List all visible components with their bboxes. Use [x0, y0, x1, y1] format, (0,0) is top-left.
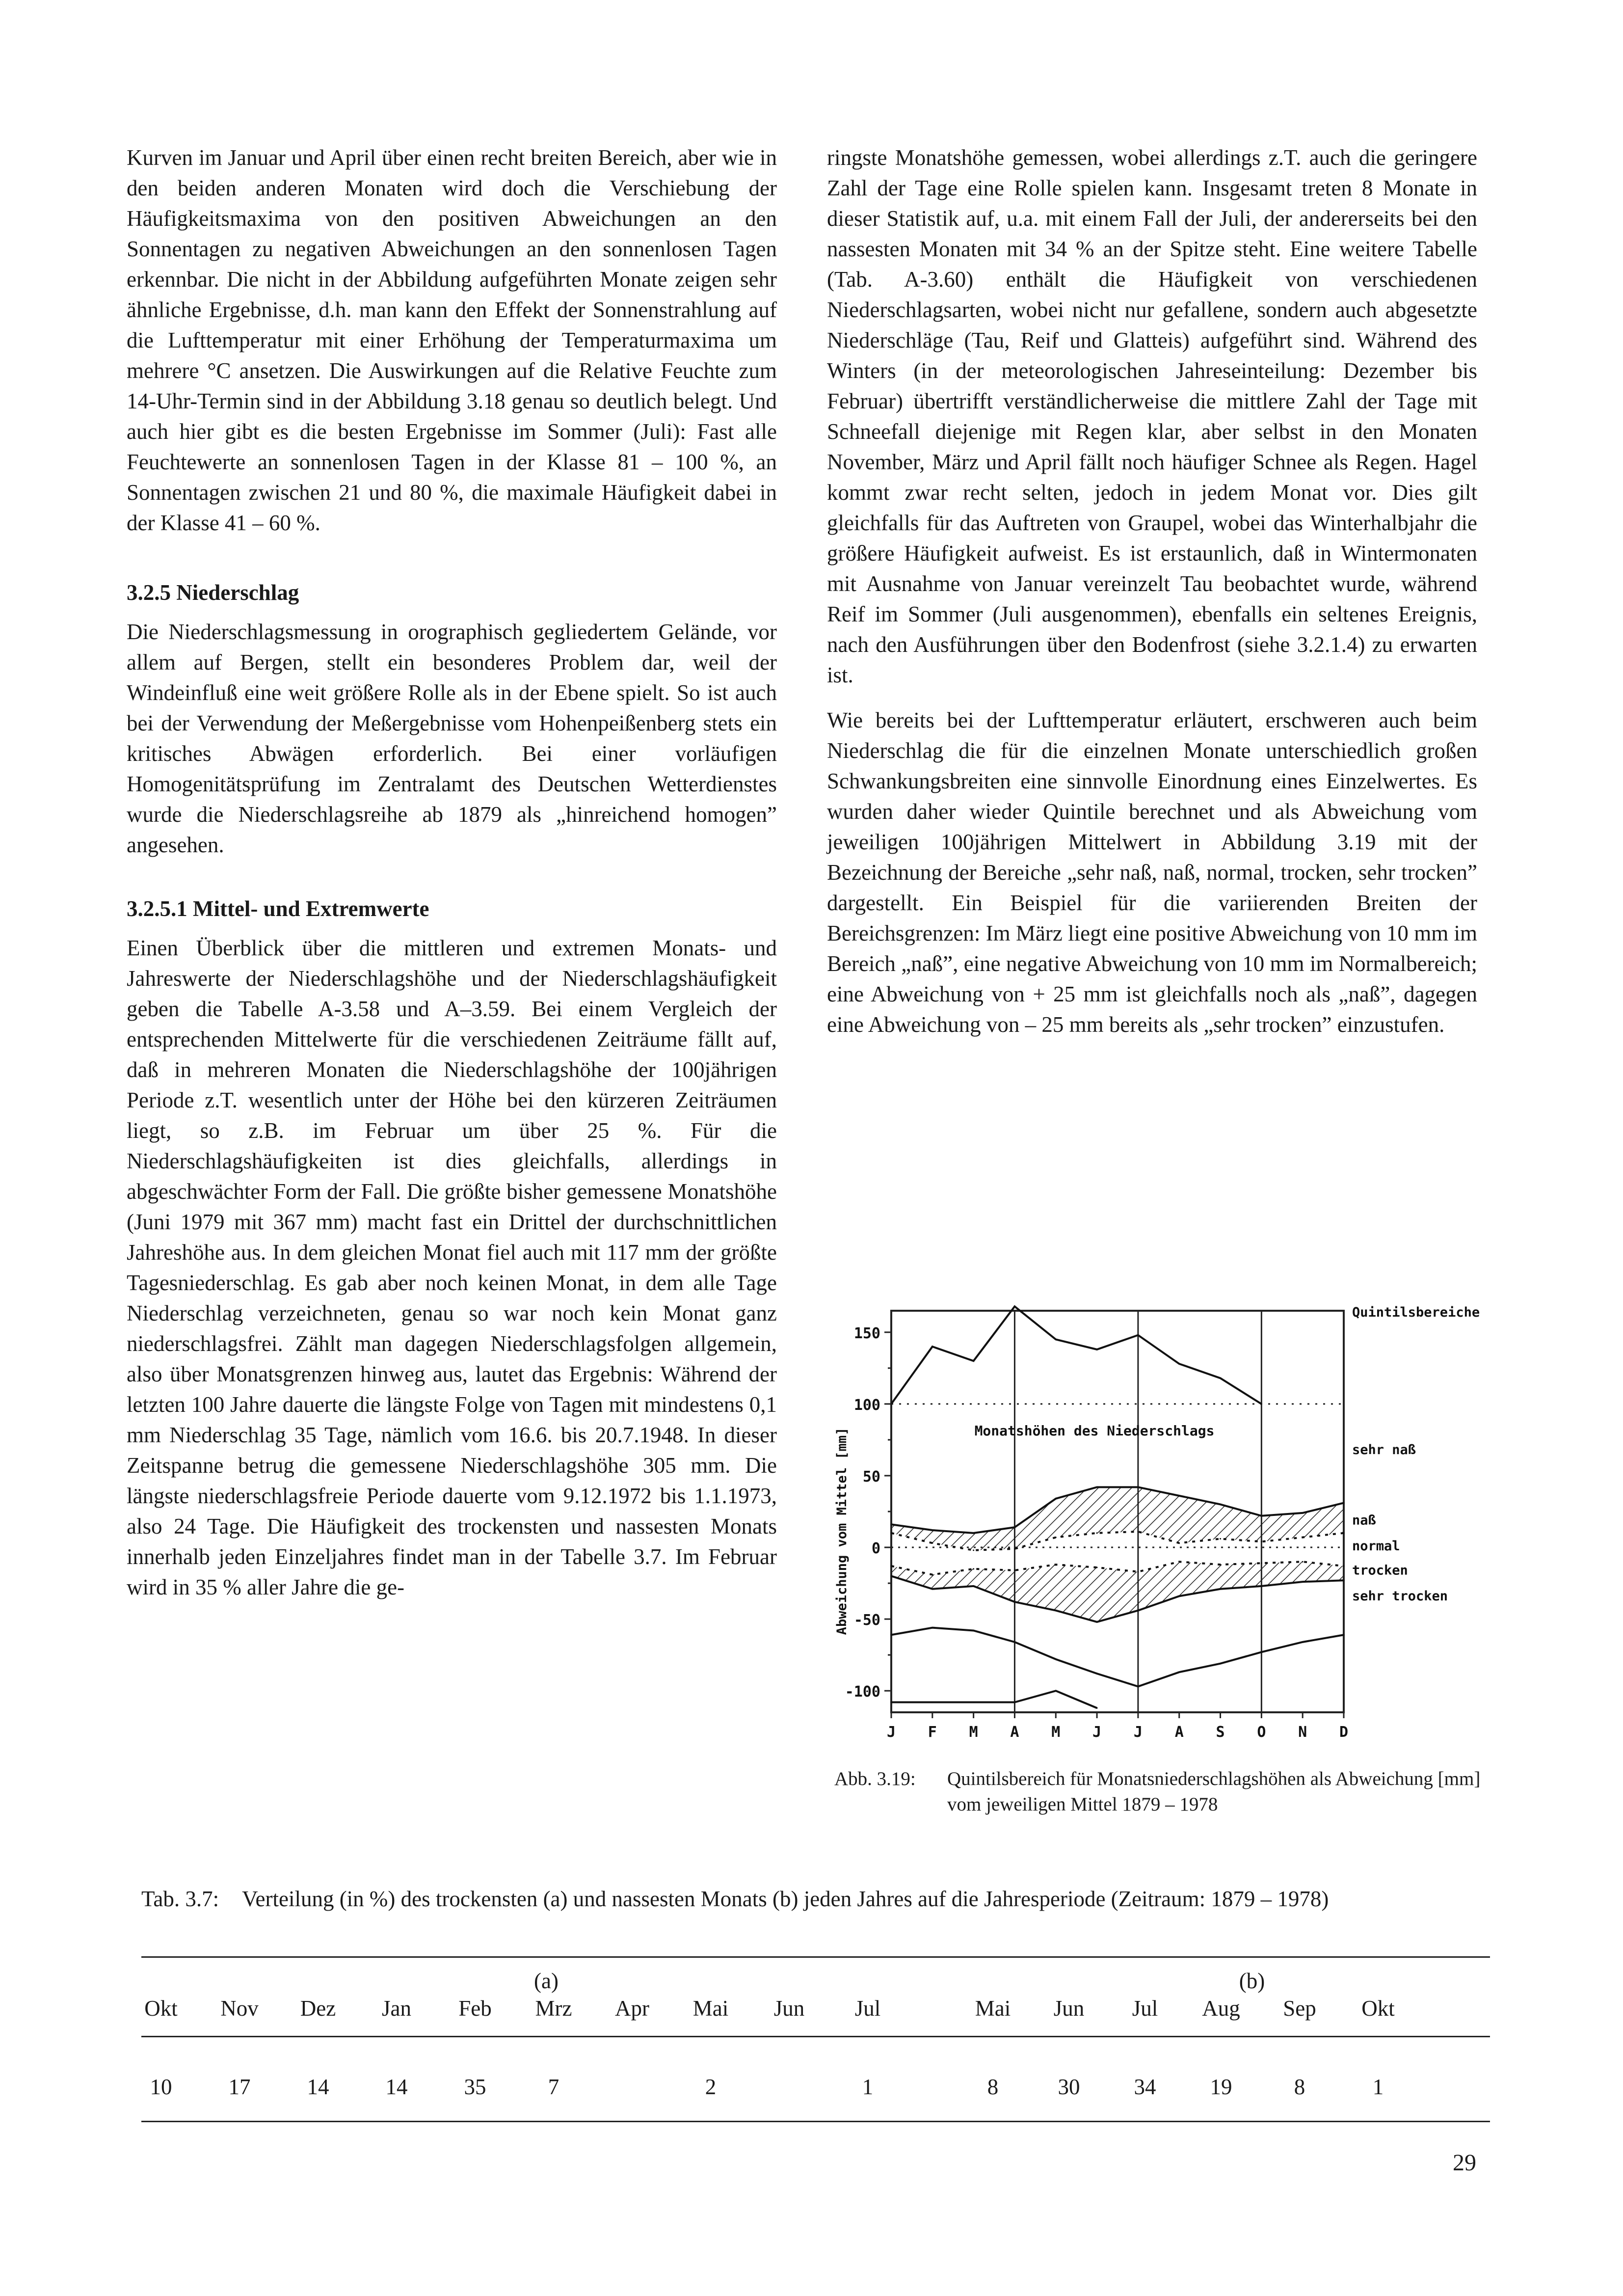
- data-point: [1261, 1403, 1262, 1405]
- data-point: [973, 1360, 974, 1362]
- data-point: [1055, 1658, 1057, 1660]
- data-point: [1096, 1707, 1098, 1709]
- data-point: [1137, 1531, 1139, 1532]
- inner-label: Monatshöhen des Niederschlags: [974, 1423, 1215, 1439]
- table-value-cell: 1: [1372, 2075, 1384, 2099]
- data-point: [1096, 1532, 1098, 1534]
- data-point: [891, 1634, 892, 1636]
- data-point: [973, 1585, 974, 1587]
- x-tick-label: J: [886, 1724, 896, 1738]
- data-point: [1178, 1672, 1180, 1673]
- table-rule-bottom: [141, 2121, 1490, 2122]
- y-axis-label: Abweichung vom Mittel [mm]: [834, 1427, 850, 1635]
- data-point: [1220, 1588, 1221, 1590]
- data-point: [931, 1627, 933, 1628]
- table-header-cell: Mai: [975, 1996, 1011, 2021]
- table-value-cell: 17: [228, 2075, 251, 2099]
- data-point: [931, 1588, 933, 1590]
- table-rule-mid: [141, 2036, 1490, 2037]
- y-tick-label: 50: [862, 1468, 880, 1486]
- data-point: [1302, 1581, 1304, 1583]
- table-value-cell: 30: [1058, 2075, 1080, 2099]
- region-label: normal: [1352, 1538, 1400, 1554]
- data-point: [973, 1702, 974, 1703]
- table-value-cell: 14: [385, 2075, 408, 2099]
- data-table: [141, 1956, 1490, 2128]
- data-point: [973, 1568, 974, 1569]
- data-point: [1302, 1561, 1304, 1563]
- data-point: [1055, 1690, 1057, 1692]
- data-point: [1014, 1527, 1015, 1528]
- data-point: [1096, 1621, 1098, 1622]
- x-tick-label: J: [1133, 1724, 1143, 1738]
- data-point: [1343, 1580, 1345, 1581]
- data-point: [1096, 1486, 1098, 1488]
- data-point: [891, 1524, 892, 1525]
- y-tick-label: 150: [853, 1324, 880, 1342]
- data-point: [1343, 1566, 1345, 1567]
- data-point: [1096, 1349, 1098, 1350]
- table-group-a: (a): [534, 1969, 559, 1993]
- data-point: [1055, 1498, 1057, 1499]
- table-value-cell: 19: [1210, 2075, 1232, 2099]
- data-point: [1343, 1532, 1345, 1534]
- x-tick-label: M: [969, 1724, 978, 1738]
- data-point: [891, 1566, 892, 1567]
- paragraph-mittel-extremwerte: Einen Überblick über die mittleren und extremen Monats- und Jahreswerte der Niederschlagshöhe und der Niederschlagshäufigkeit geben die Tabelle A-3.58 und A–3.59. Bei einem Vergleich der entsprechenden Mittelwerte für die verschiedenen Zeiträume fällt auf, daß in mehreren Monaten die Niederschlagshöhe der 100jährigen Periode z.T. wesentlich unter der Höhe bei den kürzeren Zeiträumen liegt, so z.B. im Februar um über 25 %. Für die Niederschlagshäufigkeiten ist dies gleichfalls, allerdings in abgeschwächter Form der Fall. Die größte bisher gemessene Monatshöhe (Juni 1979 mit 367 mm) macht fast ein Drittel der durchschnittlichen Jahreshöhe aus. In dem gleichen Monat fiel auch mit 117 mm der größte Tagesniederschlag. Es gab aber noch keinen Monat, in dem alle Tage Niederschlag verzeichneten, genau so war noch kein Monat ganz niederschlagsfrei. Zählt man dagegen Niederschlagsfolgen allgemein, also über Monatsgrenzen hinweg aus, lautet das Ergebnis: Während der letzten 100 Jahre dauerte die längste Folge von Tagen mit mindestens 0,1 mm Niederschlag 35 Tage, nämlich vom 16.6. bis 20.7.1948. In dieser Zeitspanne betrug die gemessene Niederschlagshöhe 305 mm. Die längste niederschlagsfreie Periode dauerte vom 9.12.1972 bis 1.1.1973, also 24 Tage. Die Häufigkeit des trockensten und nassesten Monats innerhalb jeden Einzeljahres findet man in der Tabelle 3.7. Im Februar wird in 35 % aller Jahre die ge-: [127, 936, 777, 1599]
- table-value-cell: 8: [987, 2075, 999, 2099]
- data-point: [973, 1630, 974, 1631]
- data-point: [1343, 1634, 1345, 1636]
- page-number: 29: [1453, 2150, 1476, 2176]
- data-point: [1220, 1538, 1221, 1540]
- data-point: [931, 1346, 933, 1348]
- table-rule-top: [141, 1956, 1490, 1958]
- table-header-cell: Nov: [220, 1996, 259, 2021]
- table-header-cell: Jun: [1053, 1996, 1085, 2021]
- region-label: sehr trocken: [1352, 1589, 1448, 1604]
- chart-svg: [834, 1296, 1492, 1738]
- series-line: [891, 1628, 1344, 1687]
- table-title-label: Tab. 3.7:: [141, 1887, 219, 1911]
- paragraph-intro: Kurven im Januar und April über einen recht breiten Bereich, aber wie in den beiden anderen Monaten wird doch die Verschiebung der Häufigkeitsmaxima von den positiven Abweichungen an den Sonnentagen zu negativen Abweichungen an den sonnenlosen Tagen erkennbar. Die nicht in der Abbildung aufgeführten Monate zeigen sehr ähnliche Ergebnisse, d.h. man kann den Effekt der Sonnenstrahlung auf die Lufttemperatur mit einer Erhöhung der Temperaturmaxima um mehrere °C ansetzen. Die Auswirkungen auf die Relative Feuchte zum 14-Uhr-Termin sind in der Abbildung 3.18 genau so deutlich belegt. Und auch hier gibt es die besten Ergebnisse im Sommer (Juli): Fast alle Feuchtewerte an sonnenlosen Tagen in der Klasse 81 – 100 %, an Sonnentagen zwischen 21 und 80 %, die maximale Häufigkeit dabei in der Klasse 41 – 60 %.: [127, 145, 777, 535]
- data-point: [1178, 1495, 1180, 1496]
- data-point: [1261, 1515, 1262, 1516]
- table-header-cell: Okt: [144, 1996, 178, 2021]
- figure-caption: [834, 1766, 1487, 1817]
- data-point: [1014, 1548, 1015, 1549]
- data-point: [1261, 1563, 1262, 1564]
- x-tick-label: D: [1339, 1724, 1349, 1738]
- right-column: [827, 142, 1477, 1054]
- data-point: [1055, 1339, 1057, 1340]
- table-value-cell: 14: [307, 2075, 329, 2099]
- data-point: [1014, 1702, 1015, 1703]
- data-point: [1096, 1567, 1098, 1568]
- data-point: [1137, 1486, 1139, 1488]
- table-header-cell: Jul: [1132, 1996, 1158, 2021]
- x-tick-label: N: [1298, 1724, 1307, 1738]
- section-heading-mittel-extremwerte: 3.2.5.1 Mittel- und Extremwerte: [127, 896, 429, 921]
- x-tick-label: A: [1174, 1724, 1184, 1738]
- data-point: [1220, 1504, 1221, 1505]
- data-point: [931, 1574, 933, 1575]
- x-tick-label: S: [1216, 1724, 1225, 1738]
- legend-title: Quintilsbereiche: [1352, 1305, 1480, 1320]
- data-point: [1014, 1306, 1015, 1307]
- region-label: sehr naß: [1352, 1442, 1416, 1458]
- data-point: [1137, 1571, 1139, 1572]
- section-heading-niederschlag: 3.2.5 Niederschlag: [127, 580, 299, 605]
- series-line: [891, 1691, 1097, 1708]
- data-point: [1137, 1686, 1139, 1687]
- data-point: [1178, 1595, 1180, 1597]
- data-point: [891, 1702, 892, 1703]
- data-point: [973, 1532, 974, 1534]
- table-group-b: (b): [1239, 1969, 1265, 1993]
- x-tick-label: O: [1257, 1724, 1266, 1738]
- paragraph-continued: ringste Monatshöhe gemessen, wobei allerdings z.T. auch die geringere Zahl der Tage eine Rolle spielen kann. Insgesamt treten 8 Monate in dieser Statistik auf, u.a. mit einem Fall der Juli, der andererseits bei den nassesten Monaten mit 34 % an der Spitze steht. Eine weitere Tabelle (Tab. A-3.60) enthält die Häufigkeit von verschiedenen Niederschlagsarten, wobei nicht nur gefallene, sondern auch abgesetzte Niederschläge (Tau, Reif und Glatteis) aufgeführt sind. Während des Winters (in der meteorologischen Jahreseinteilung: Dezember bis Februar) übertrifft verständlicherweise die mittlere Zahl der Tage mit Schneefall diejenige mit Regen klar, aber selbst in den Monaten November, März und April fällt noch häufiger Schnee als Regen. Hagel kommt zwar recht selten, jedoch in jedem Monat vor. Dies gilt gleichfalls für das Auftreten von Graupel, wobei das Winterhalbjahr die größere Häufigkeit aufweist. Es ist erstaunlich, daß in Wintermonaten mit Ausnahme von Januar vereinzelt Tau beobachtet wurde, während Reif im Sommer (Juli ausgenommen), ebenfalls ein seltenes Ereignis, nach den Ausführungen über den Bodenfrost (siehe 3.2.1.4) zu erwarten ist.: [827, 145, 1477, 687]
- table-header-cell: Jun: [773, 1996, 805, 2021]
- data-point: [1178, 1542, 1180, 1544]
- paragraph-quintile: Wie bereits bei der Lufttemperatur erläutert, erschweren auch beim Niederschlag die für die einzelnen Monate unterschiedlich großen Schwankungsbreiten eine sinnvolle Einordnung eines Einzelwertes. Es wurden daher wieder Quintile berechnet und als Abweichung vom jeweiligen 100jährigen Mittelwert in Abbildung 3.19 mit der Bezeichnung der Bereiche „sehr naß, naß, normal, trocken, sehr trocken” dargestellt. Ein Beispiel für die variierenden Breiten der Bereichsgrenzen: Im März liegt eine positive Abweichung von 10 mm im Bereich „naß”, eine negative Abweichung von 10 mm im Normalbereich; eine Abweichung von + 25 mm ist gleichfalls noch als „naß”, dagegen eine Abweichung von – 25 mm bereits als „sehr trocken” einzustufen.: [827, 708, 1477, 1037]
- table-header-cell: Mrz: [535, 1996, 572, 2021]
- table-header-cell: Mai: [692, 1996, 729, 2021]
- region-label: naß: [1352, 1513, 1376, 1528]
- data-point: [1096, 1673, 1098, 1675]
- data-point: [1302, 1537, 1304, 1538]
- band-trocken: [891, 1562, 1344, 1622]
- data-point: [973, 1549, 974, 1551]
- data-point: [931, 1702, 933, 1703]
- data-point: [1220, 1663, 1221, 1664]
- y-tick-label: 0: [871, 1540, 880, 1558]
- data-point: [891, 1575, 892, 1577]
- data-point: [1137, 1334, 1139, 1336]
- data-point: [1014, 1601, 1015, 1603]
- data-point: [1302, 1512, 1304, 1513]
- table-header-cell: Aug: [1202, 1996, 1240, 2021]
- data-point: [891, 1532, 892, 1534]
- table-value-cell: 2: [705, 2075, 717, 2099]
- data-point: [1261, 1541, 1262, 1542]
- x-tick-label: M: [1051, 1724, 1061, 1738]
- y-tick-label: -50: [853, 1612, 880, 1629]
- region-label: trocken: [1352, 1563, 1408, 1578]
- data-point: [1302, 1641, 1304, 1643]
- data-point: [1055, 1610, 1057, 1611]
- table-title: [141, 1884, 1491, 1914]
- band-nass: [891, 1487, 1344, 1550]
- y-tick-label: -100: [845, 1683, 880, 1701]
- table-header-cell: Jul: [854, 1996, 881, 2021]
- paragraph-niederschlag: Die Niederschlagsmessung in orographisch gegliedertem Gelände, vor allem auf Bergen, stellt ein besonderes Problem dar, weil der Windeinfluß eine weit größere Rolle als in der Ebene spielt. So ist auch bei der Verwendung der Meßergebnisse vom Hohenpeißenberg stets ein kritisches Abwägen erforderlich. Bei einer vorläufigen Homogenitätsprüfung im Zentralamt des Deutschen Wetterdienstes wurde die Niederschlagsreihe ab 1879 als „hinreichend homogen” angesehen.: [127, 620, 777, 857]
- data-point: [1014, 1569, 1015, 1571]
- table-value-cell: 8: [1294, 2075, 1305, 2099]
- table-header-cell: Feb: [458, 1996, 492, 2021]
- table-header-cell: Sep: [1283, 1996, 1316, 2021]
- figure-caption-label: Abb. 3.19:: [834, 1768, 916, 1789]
- table-value-cell: 1: [862, 2075, 874, 2099]
- x-tick-label: F: [928, 1724, 937, 1738]
- data-point: [1178, 1561, 1180, 1563]
- data-point: [1261, 1651, 1262, 1653]
- data-point: [1055, 1564, 1057, 1566]
- y-tick-label: 100: [853, 1396, 880, 1414]
- data-point: [1261, 1585, 1262, 1587]
- data-point: [931, 1529, 933, 1531]
- x-tick-label: A: [1010, 1724, 1019, 1738]
- table-header-cell: Jan: [382, 1996, 411, 2021]
- data-point: [1137, 1610, 1139, 1611]
- table-value-cell: 10: [150, 2075, 172, 2099]
- table-value-cell: 35: [464, 2075, 486, 2099]
- table-header-cell: Apr: [615, 1996, 649, 2021]
- quintile-chart: [834, 1296, 1492, 1738]
- left-column: [127, 142, 777, 1617]
- series-line: [891, 1306, 1261, 1404]
- data-point: [931, 1542, 933, 1544]
- data-point: [1055, 1537, 1057, 1538]
- table-title-text: Verteilung (in %) des trockensten (a) und nassesten Monats (b) jeden Jahres auf die Jahresperiode (Zeitraum: 1879 – 1978): [242, 1887, 1329, 1911]
- data-point: [1220, 1564, 1221, 1566]
- data-point: [1220, 1378, 1221, 1379]
- data-point: [1343, 1502, 1345, 1504]
- x-tick-label: J: [1092, 1724, 1102, 1738]
- table-header-cell: Dez: [300, 1996, 336, 2021]
- table-value-cell: 7: [548, 2075, 559, 2099]
- table-header-cell: Okt: [1361, 1996, 1395, 2021]
- data-point: [1014, 1641, 1015, 1643]
- data-point: [1178, 1363, 1180, 1365]
- figure-caption-text: Quintilsbereich für Monatsniederschlagshöhen als Abweichung [mm] vom jeweiligen Mittel 1879 – 1978: [947, 1768, 1481, 1815]
- table-value-cell: 34: [1134, 2075, 1156, 2099]
